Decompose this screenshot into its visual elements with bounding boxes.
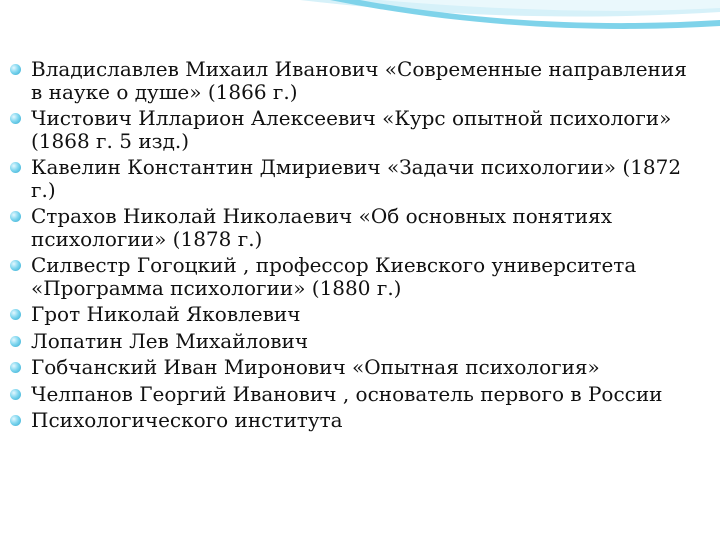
decorative-wave (0, 0, 720, 60)
list-item-text: Чистович Илларион Алексеевич «Курс опытной психологи» (1868 г. 5 изд.) (31, 106, 672, 153)
list-item (10, 330, 690, 353)
list-item-text: Грот Николай Яковлевич (31, 302, 301, 326)
bullet-icon (10, 113, 21, 124)
bullet-icon (10, 64, 21, 75)
list-item-text: Челпанов Георгий Иванович , основатель первого в России (31, 381, 663, 406)
list-item-text: Психологического института (31, 408, 343, 432)
list-item (10, 205, 690, 250)
bullet-icon (10, 260, 21, 271)
bullet-icon (10, 162, 21, 173)
bullet-icon (10, 389, 21, 400)
bullet-list (10, 58, 690, 436)
list-item-text: Лопатин Лев Михайлович (31, 328, 309, 353)
list-item (10, 156, 690, 201)
bullet-icon (10, 415, 21, 426)
list-item (10, 58, 690, 103)
list-item (10, 107, 690, 152)
list-item (10, 409, 690, 432)
list-item-text: Гобчанский Иван Миронович «Опытная психология» (31, 355, 600, 379)
list-item (10, 356, 690, 379)
bullet-icon (10, 336, 21, 347)
list-item-text: Страхов Николай Николаевич «Об основных понятиях психологии» (1878 г.) (31, 204, 613, 251)
list-item-text: Владиславлев Михаил Иванович «Современные направления в науке о душе» (1866 г.) (31, 57, 687, 104)
bullet-icon (10, 362, 21, 373)
list-item (10, 383, 690, 406)
bullet-icon (10, 211, 21, 222)
bullet-icon (10, 309, 21, 320)
list-item-text: Кавелин Константин Дмириевич «Задачи психологии» (1872 г.) (31, 155, 682, 202)
list-item (10, 254, 690, 299)
list-item-text: Силвестр Гогоцкий , профессор Киевского университета «Программа психологии» (1880 г.) (31, 253, 637, 300)
list-item (10, 303, 690, 326)
